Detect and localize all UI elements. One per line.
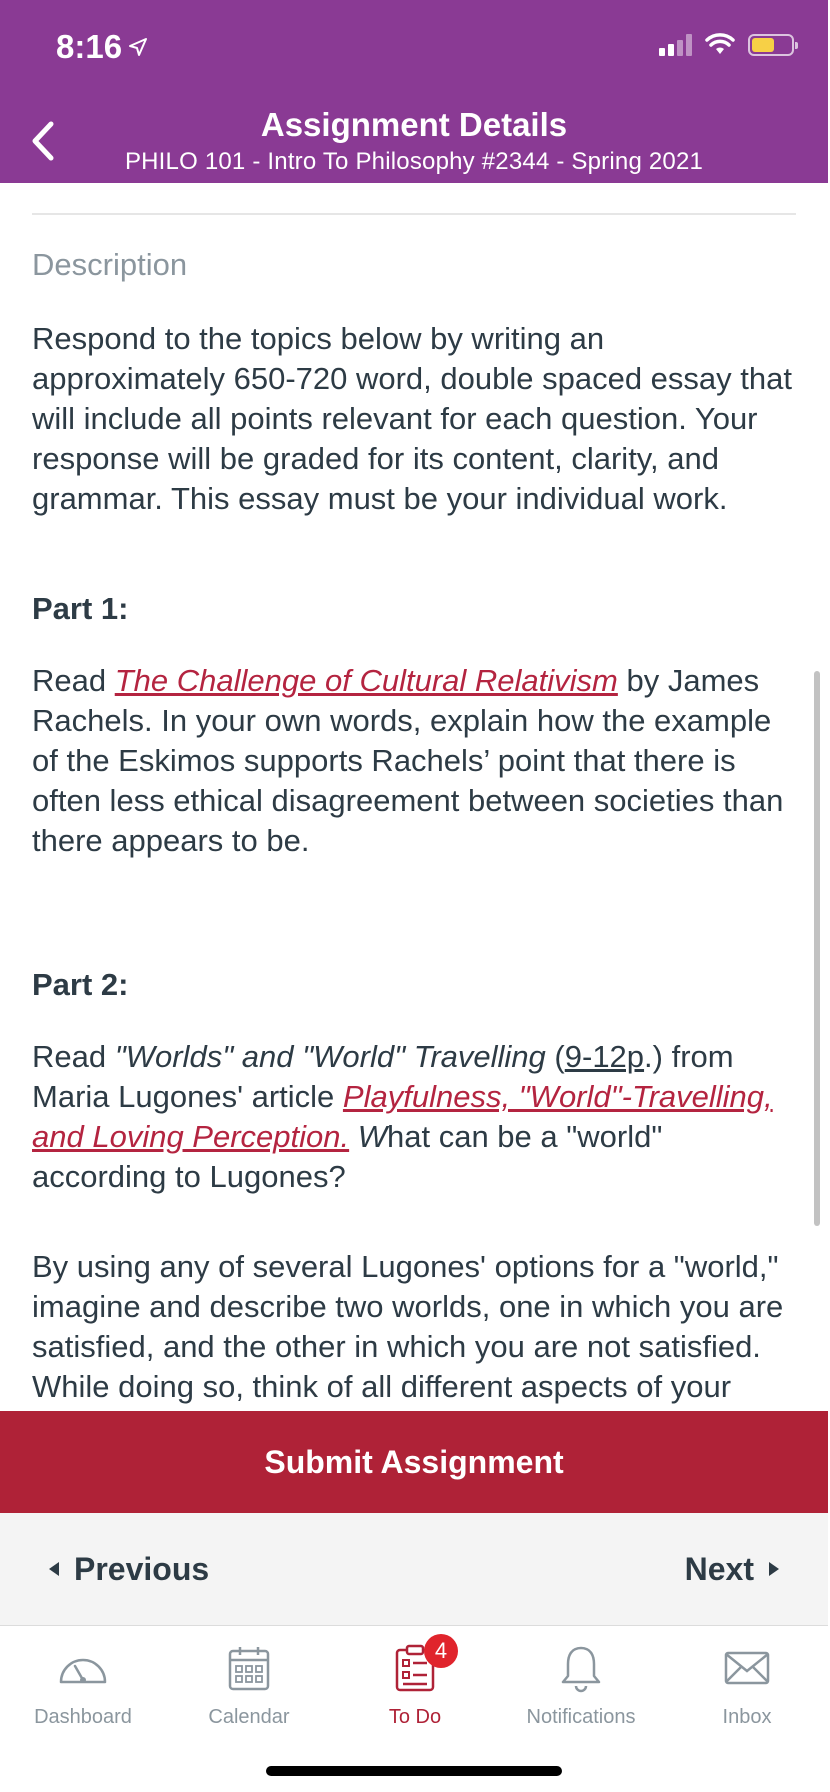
triangle-left-icon: [48, 1561, 60, 1577]
tab-todo[interactable]: 4 To Do: [332, 1638, 498, 1729]
cultural-relativism-link[interactable]: The Challenge of Cultural Relativism: [114, 663, 618, 698]
status-time: 8:16: [56, 28, 148, 66]
triangle-right-icon: [768, 1561, 780, 1577]
previous-button[interactable]: Previous: [48, 1513, 209, 1625]
submit-assignment-button[interactable]: Submit Assignment: [0, 1411, 828, 1513]
playfulness-article-link[interactable]: Playfulness, "World"-Travelling, and Loving Perception.: [32, 1079, 773, 1154]
bell-icon: [560, 1644, 602, 1692]
pages-reference: 9-12p: [564, 1039, 645, 1074]
app-header: [0, 0, 828, 183]
description-intro: Respond to the topics below by writing an approximately 650-720 word, double spaced essay that will include all points relevant for each question. Your response will be graded for its content, clarity, and grammar. This essay must be your individual work.: [32, 321, 792, 516]
envelope-icon: [724, 1651, 770, 1685]
part1-heading: Part 1:: [32, 591, 129, 626]
battery-icon: [748, 34, 794, 56]
description-label: Description: [32, 247, 188, 282]
tab-bar: [0, 1626, 828, 1792]
tab-notifications[interactable]: Notifications: [498, 1638, 664, 1729]
tab-dashboard[interactable]: Dashboard: [0, 1638, 166, 1729]
next-button[interactable]: Next: [685, 1513, 780, 1625]
calendar-icon: [228, 1645, 270, 1691]
part2-heading: Part 2:: [32, 967, 129, 1002]
cellular-signal-icon: [659, 34, 692, 56]
dashboard-icon: [57, 1648, 109, 1688]
home-indicator[interactable]: [266, 1766, 562, 1776]
part1-text: Read The Challenge of Cultural Relativism by James Rachels. In your own words, explain how the example of the Eskimos supports Rachels’ point that there is often less ethical disagreement between societies than there appears to be.: [32, 663, 784, 858]
tab-calendar[interactable]: Calendar: [166, 1638, 332, 1729]
todo-count-badge: 4: [424, 1634, 458, 1668]
status-icons: [659, 34, 794, 56]
part2-paragraph-2: By using any of several Lugones' options for a "world," imagine and describe two worlds, one in which you are satisfied, and the other in which you are not satisfied. While doing so, think of all different aspects of your: [32, 1249, 784, 1404]
scrollbar[interactable]: [814, 671, 820, 1226]
divider: [32, 213, 796, 215]
location-arrow-icon: [128, 37, 148, 57]
pager-bar: [0, 1513, 828, 1626]
course-subtitle: PHILO 101 - Intro To Philosophy #2344 - Spring 2021: [124, 148, 704, 175]
part2-text: Read "Worlds" and "World" Travelling (9-12p.) from Maria Lugones' article Playfulness, "World"-Travelling, and Loving Perception. What can be a "world" according to Lugones?: [32, 1039, 773, 1194]
wifi-icon: [706, 34, 734, 56]
tab-inbox[interactable]: Inbox: [664, 1638, 830, 1729]
page-title: Assignment Details: [260, 106, 568, 143]
assignment-content[interactable]: [0, 183, 828, 1411]
